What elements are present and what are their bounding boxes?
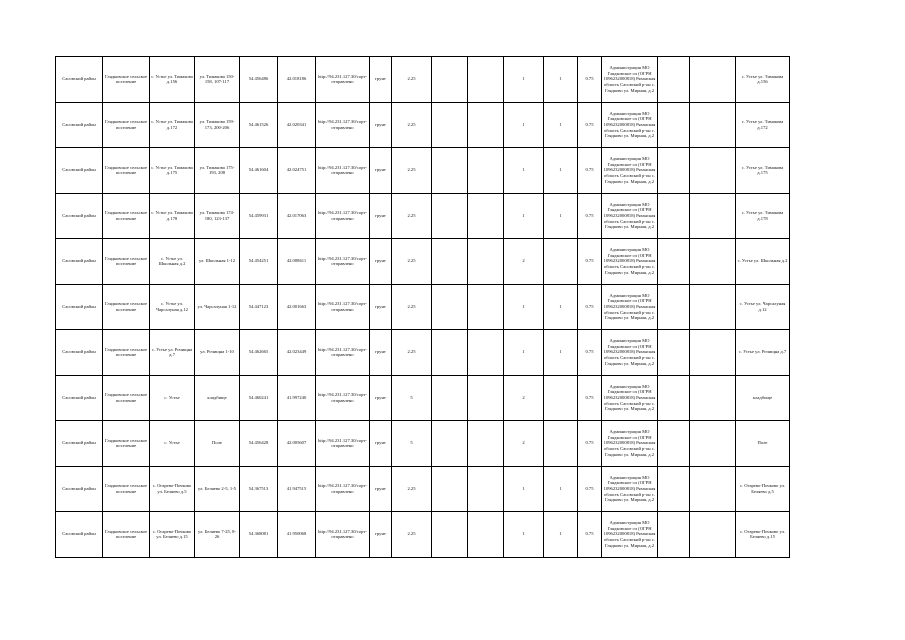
table-row <box>56 148 790 194</box>
cell-containers: 1 <box>504 466 544 512</box>
cell-link: http://94.231.127.30/сорт-отправлено <box>316 193 370 239</box>
cell-settlement: Глядковское сельское поселение <box>103 239 150 285</box>
cell-longitude: 41.997240 <box>278 375 316 421</box>
cell-link: http://94.231.127.30/сорт-отправлено <box>316 239 370 285</box>
cell-streets: ул. Тимакова 150-158, 107-117 <box>195 57 240 103</box>
cell-settlement: Глядковское сельское поселение <box>103 193 150 239</box>
cell-served-objects: с. Устье ул. Тимакова д.175 <box>736 148 790 194</box>
cell-cell-empty-2 <box>468 57 504 103</box>
cell-latitude: 54.461604 <box>240 148 278 194</box>
cell-cell-empty-3 <box>658 284 690 330</box>
cell-cell-empty-4 <box>690 57 736 103</box>
cell-address: с. Устье ул. Тимакова д.175 <box>150 148 195 194</box>
cell-cell-empty-3 <box>658 330 690 376</box>
cell-volume: 0.75 <box>578 512 602 558</box>
cell-longitude: 42.020341 <box>278 102 316 148</box>
table-body <box>56 57 790 558</box>
cell-district: Сасовский район <box>56 57 103 103</box>
cell-settlement: Глядковское сельское поселение <box>103 512 150 558</box>
cell-owner: Администрация МО Глядковское сп (ОГРН 1096232000818) Рязанская область Сасовский р-он с. Глядково ул. Мирная, д.2 <box>602 57 658 103</box>
cell-cell-empty-1 <box>432 421 468 467</box>
cell-latitude: 54.459931 <box>240 193 278 239</box>
cell-longitude: 42.001663 <box>278 284 316 330</box>
cell-served-objects: с. Устье ул. Чарсалуная д.12 <box>736 284 790 330</box>
cell-link: http://94.231.127.30/сорт-отправлено <box>316 512 370 558</box>
cell-containers: 2 <box>504 239 544 285</box>
cell-longitude: 42.018186 <box>278 57 316 103</box>
cell-district: Сасовский район <box>56 148 103 194</box>
cell-cell-empty-2 <box>468 330 504 376</box>
cell-longitude: 42.005607 <box>278 421 316 467</box>
cell-streets: кладбище <box>195 375 240 421</box>
table-row <box>56 512 790 558</box>
cell-streets: ул. Тимакова 159-173, 200-206 <box>195 102 240 148</box>
table-row <box>56 239 790 285</box>
cell-area: 2.25 <box>392 239 432 285</box>
cell-cell-empty-3 <box>658 375 690 421</box>
cell-area: 5 <box>392 421 432 467</box>
cell-cell-empty-2 <box>468 102 504 148</box>
cell-cell-empty-2 <box>468 284 504 330</box>
cell-owner: Администрация МО Глядковское сп (ОГРН 1096232000818) Рязанская область Сасовский р-он с. Глядково ул. Мирная, д.2 <box>602 375 658 421</box>
cell-surface: грунт <box>370 512 392 558</box>
cell-cell-empty-4 <box>690 421 736 467</box>
cell-cell-empty-3 <box>658 148 690 194</box>
cell-containers-2 <box>544 375 578 421</box>
cell-cell-empty-3 <box>658 193 690 239</box>
cell-cell-empty-3 <box>658 239 690 285</box>
cell-streets: ул. Школьная 1-12 <box>195 239 240 285</box>
cell-containers: 1 <box>504 57 544 103</box>
cell-cell-empty-1 <box>432 102 468 148</box>
cell-settlement: Глядковское сельское поселение <box>103 330 150 376</box>
cell-surface: грунт <box>370 148 392 194</box>
cell-district: Сасовский район <box>56 193 103 239</box>
cell-served-objects: кладбище <box>736 375 790 421</box>
cell-area: 2.25 <box>392 57 432 103</box>
cell-district: Сасовский район <box>56 375 103 421</box>
cell-surface: грунт <box>370 466 392 512</box>
cell-district: Сасовский район <box>56 284 103 330</box>
cell-cell-empty-4 <box>690 239 736 285</box>
cell-served-objects: Поле <box>736 421 790 467</box>
cell-containers-2: 1 <box>544 57 578 103</box>
table-row <box>56 466 790 512</box>
table-row <box>56 102 790 148</box>
cell-streets: Поле <box>195 421 240 467</box>
cell-cell-empty-4 <box>690 512 736 558</box>
cell-cell-empty-1 <box>432 375 468 421</box>
cell-containers-2 <box>544 421 578 467</box>
cell-containers: 2 <box>504 375 544 421</box>
cell-cell-empty-1 <box>432 330 468 376</box>
cell-cell-empty-4 <box>690 148 736 194</box>
cell-district: Сасовский район <box>56 466 103 512</box>
cell-longitude: 42.024751 <box>278 148 316 194</box>
cell-volume: 0.75 <box>578 284 602 330</box>
table-row <box>56 193 790 239</box>
cell-cell-empty-4 <box>690 375 736 421</box>
cell-link: http://94.231.127.30/сорт-отправлено <box>316 148 370 194</box>
cell-containers: 1 <box>504 284 544 330</box>
cell-served-objects: с. Устье ул. Тимакова д.178 <box>736 193 790 239</box>
cell-owner: Администрация МО Глядковское сп (ОГРН 1096232000818) Рязанская область Сасовский р-он с. Глядково ул. Мирная, д.2 <box>602 148 658 194</box>
cell-latitude: 54.462665 <box>240 330 278 376</box>
cell-owner: Администрация МО Глядковское сп (ОГРН 1096232000818) Рязанская область Сасовский р-он с. Глядково ул. Мирная, д.2 <box>602 239 658 285</box>
cell-containers: 1 <box>504 330 544 376</box>
cell-served-objects: с. Огарево-Почково ул. Беляево д.15 <box>736 512 790 558</box>
cell-cell-empty-2 <box>468 421 504 467</box>
cell-latitude: 54.461526 <box>240 102 278 148</box>
cell-cell-empty-1 <box>432 193 468 239</box>
cell-settlement: Глядковское сельское поселение <box>103 375 150 421</box>
cell-cell-empty-3 <box>658 421 690 467</box>
cell-streets: ул. Беляево 2-5, 1-5 <box>195 466 240 512</box>
cell-volume: 0.75 <box>578 466 602 512</box>
cell-served-objects: с. Устье ул. Школьная д.2 <box>736 239 790 285</box>
cell-owner: Администрация МО Глядковское сп (ОГРН 1096232000818) Рязанская область Сасовский р-он с. Глядково ул. Мирная, д.2 <box>602 512 658 558</box>
cell-owner: Администрация МО Глядковское сп (ОГРН 1096232000818) Рязанская область Сасовский р-он с. Глядково ул. Мирная, д.2 <box>602 421 658 467</box>
cell-volume: 0.75 <box>578 239 602 285</box>
cell-area: 2.25 <box>392 148 432 194</box>
cell-streets: ул. Тимакова 175-193, 208 <box>195 148 240 194</box>
cell-volume: 0.75 <box>578 102 602 148</box>
cell-settlement: Глядковское сельское поселение <box>103 102 150 148</box>
cell-link: http://94.231.127.30/сорт-отправлено <box>316 284 370 330</box>
cell-volume: 0.75 <box>578 375 602 421</box>
cell-district: Сасовский район <box>56 421 103 467</box>
cell-surface: грунт <box>370 193 392 239</box>
cell-district: Сасовский район <box>56 239 103 285</box>
cell-cell-empty-2 <box>468 239 504 285</box>
table-row <box>56 421 790 467</box>
cell-address: с. Огарево-Почково ул. Беляево д.15 <box>150 512 195 558</box>
cell-cell-empty-3 <box>658 102 690 148</box>
cell-area: 2.25 <box>392 102 432 148</box>
cell-containers-2: 1 <box>544 148 578 194</box>
cell-cell-empty-3 <box>658 512 690 558</box>
cell-area: 2.25 <box>392 330 432 376</box>
cell-served-objects: с. Огарево-Почково ул. Беляево д.5 <box>736 466 790 512</box>
cell-streets: ул. Тимакова 174-180, 123-137 <box>195 193 240 239</box>
cell-latitude: 54.460241 <box>240 375 278 421</box>
cell-surface: грунт <box>370 102 392 148</box>
cell-volume: 0.75 <box>578 57 602 103</box>
cell-latitude: 54.447123 <box>240 284 278 330</box>
cell-owner: Администрация МО Глядковское сп (ОГРН 1096232000818) Рязанская область Сасовский р-он с. Глядково ул. Мирная, д.2 <box>602 466 658 512</box>
cell-area: 2.25 <box>392 193 432 239</box>
cell-surface: грунт <box>370 284 392 330</box>
cell-volume: 0.75 <box>578 330 602 376</box>
cell-surface: грунт <box>370 239 392 285</box>
cell-served-objects: с. Устье ул. Рочищна д.7 <box>736 330 790 376</box>
cell-address: с. Устье ул. Рочищна д.7 <box>150 330 195 376</box>
cell-surface: грунт <box>370 421 392 467</box>
cell-served-objects: с. Устье ул. Тимакова д.172 <box>736 102 790 148</box>
cell-cell-empty-3 <box>658 466 690 512</box>
cell-latitude: 54.367513 <box>240 466 278 512</box>
cell-longitude: 42.023449 <box>278 330 316 376</box>
cell-served-objects: с. Устье ул. Тимакова д.156 <box>736 57 790 103</box>
cell-containers: 1 <box>504 102 544 148</box>
cell-address: с. Устье ул. Тимакова д.156 <box>150 57 195 103</box>
cell-volume: 0.75 <box>578 421 602 467</box>
cell-address: с. Устье <box>150 421 195 467</box>
cell-containers: 1 <box>504 148 544 194</box>
cell-settlement: Глядковское сельское поселение <box>103 466 150 512</box>
cell-address: с. Огарево-Почково ул. Беляево д.5 <box>150 466 195 512</box>
cell-district: Сасовский район <box>56 330 103 376</box>
cell-cell-empty-1 <box>432 466 468 512</box>
cell-cell-empty-1 <box>432 284 468 330</box>
registry-table <box>55 56 790 558</box>
cell-longitude: 42.017063 <box>278 193 316 239</box>
cell-link: http://94.231.127.30/сорт-отправлено <box>316 57 370 103</box>
cell-owner: Администрация МО Глядковское сп (ОГРН 1096232000818) Рязанская область Сасовский р-он с. Глядково ул. Мирная, д.2 <box>602 330 658 376</box>
cell-containers: 1 <box>504 512 544 558</box>
cell-cell-empty-4 <box>690 102 736 148</box>
cell-containers-2 <box>544 239 578 285</box>
cell-streets: ул. Беляево 7-25, 8-26 <box>195 512 240 558</box>
cell-address: с. Устье ул. Тимакова д.178 <box>150 193 195 239</box>
cell-containers-2: 1 <box>544 102 578 148</box>
cell-district: Сасовский район <box>56 512 103 558</box>
cell-latitude: 54.454251 <box>240 239 278 285</box>
cell-surface: грунт <box>370 375 392 421</box>
cell-longitude: 41.950068 <box>278 512 316 558</box>
cell-surface: грунт <box>370 57 392 103</box>
table-row <box>56 284 790 330</box>
cell-volume: 0.75 <box>578 193 602 239</box>
cell-settlement: Глядковское сельское поселение <box>103 57 150 103</box>
cell-address: с. Устье ул. Чарсалуная д.12 <box>150 284 195 330</box>
cell-owner: Администрация МО Глядковское сп (ОГРН 1096232000818) Рязанская область Сасовский р-он с. Глядково ул. Мирная, д.2 <box>602 284 658 330</box>
cell-owner: Администрация МО Глядковское сп (ОГРН 1096232000818) Рязанская область Сасовский р-он с. Глядково ул. Мирная, д.2 <box>602 102 658 148</box>
table-row <box>56 57 790 103</box>
cell-link: http://94.231.127.30/сорт-отправлено <box>316 421 370 467</box>
cell-link: http://94.231.127.30/сорт-отправлено <box>316 330 370 376</box>
cell-latitude: 54.368081 <box>240 512 278 558</box>
cell-volume: 0.75 <box>578 148 602 194</box>
table-row <box>56 375 790 421</box>
cell-longitude: 41.947515 <box>278 466 316 512</box>
cell-containers: 2 <box>504 421 544 467</box>
cell-address: с. Устье ул. Тимакова д.172 <box>150 102 195 148</box>
cell-containers-2: 1 <box>544 193 578 239</box>
cell-cell-empty-2 <box>468 512 504 558</box>
cell-owner: Администрация МО Глядковское сп (ОГРН 1096232000818) Рязанская область Сасовский р-он с. Глядково ул. Мирная, д.2 <box>602 193 658 239</box>
cell-containers-2: 1 <box>544 330 578 376</box>
cell-cell-empty-1 <box>432 239 468 285</box>
cell-latitude: 54.456428 <box>240 421 278 467</box>
cell-cell-empty-3 <box>658 57 690 103</box>
cell-containers-2: 1 <box>544 284 578 330</box>
cell-district: Сасовский район <box>56 102 103 148</box>
cell-cell-empty-1 <box>432 148 468 194</box>
cell-area: 2.25 <box>392 512 432 558</box>
cell-cell-empty-2 <box>468 375 504 421</box>
cell-link: http://94.231.127.30/сорт-отправлено <box>316 102 370 148</box>
cell-area: 2.25 <box>392 466 432 512</box>
cell-area: 2.25 <box>392 284 432 330</box>
cell-link: http://94.231.127.30/сорт-отправлено <box>316 375 370 421</box>
cell-address: с. Устье <box>150 375 195 421</box>
cell-cell-empty-1 <box>432 512 468 558</box>
cell-surface: грунт <box>370 330 392 376</box>
cell-cell-empty-4 <box>690 193 736 239</box>
cell-cell-empty-4 <box>690 466 736 512</box>
cell-containers: 1 <box>504 193 544 239</box>
cell-cell-empty-4 <box>690 330 736 376</box>
cell-link: http://94.231.127.30/сорт-отправлено <box>316 466 370 512</box>
table-row <box>56 330 790 376</box>
cell-containers-2: 1 <box>544 466 578 512</box>
cell-latitude: 54.456486 <box>240 57 278 103</box>
cell-cell-empty-2 <box>468 148 504 194</box>
cell-longitude: 42.008611 <box>278 239 316 285</box>
cell-settlement: Глядковское сельское поселение <box>103 148 150 194</box>
cell-address: с. Устье ул. Школьная д.2 <box>150 239 195 285</box>
cell-streets: ул. Чарсалуная 1-12 <box>195 284 240 330</box>
cell-cell-empty-4 <box>690 284 736 330</box>
cell-cell-empty-2 <box>468 466 504 512</box>
cell-containers-2: 1 <box>544 512 578 558</box>
cell-cell-empty-1 <box>432 57 468 103</box>
cell-area: 5 <box>392 375 432 421</box>
cell-settlement: Глядковское сельское поселение <box>103 284 150 330</box>
cell-streets: ул. Рочищна 1-10 <box>195 330 240 376</box>
cell-settlement: Глядковское сельское поселение <box>103 421 150 467</box>
cell-cell-empty-2 <box>468 193 504 239</box>
